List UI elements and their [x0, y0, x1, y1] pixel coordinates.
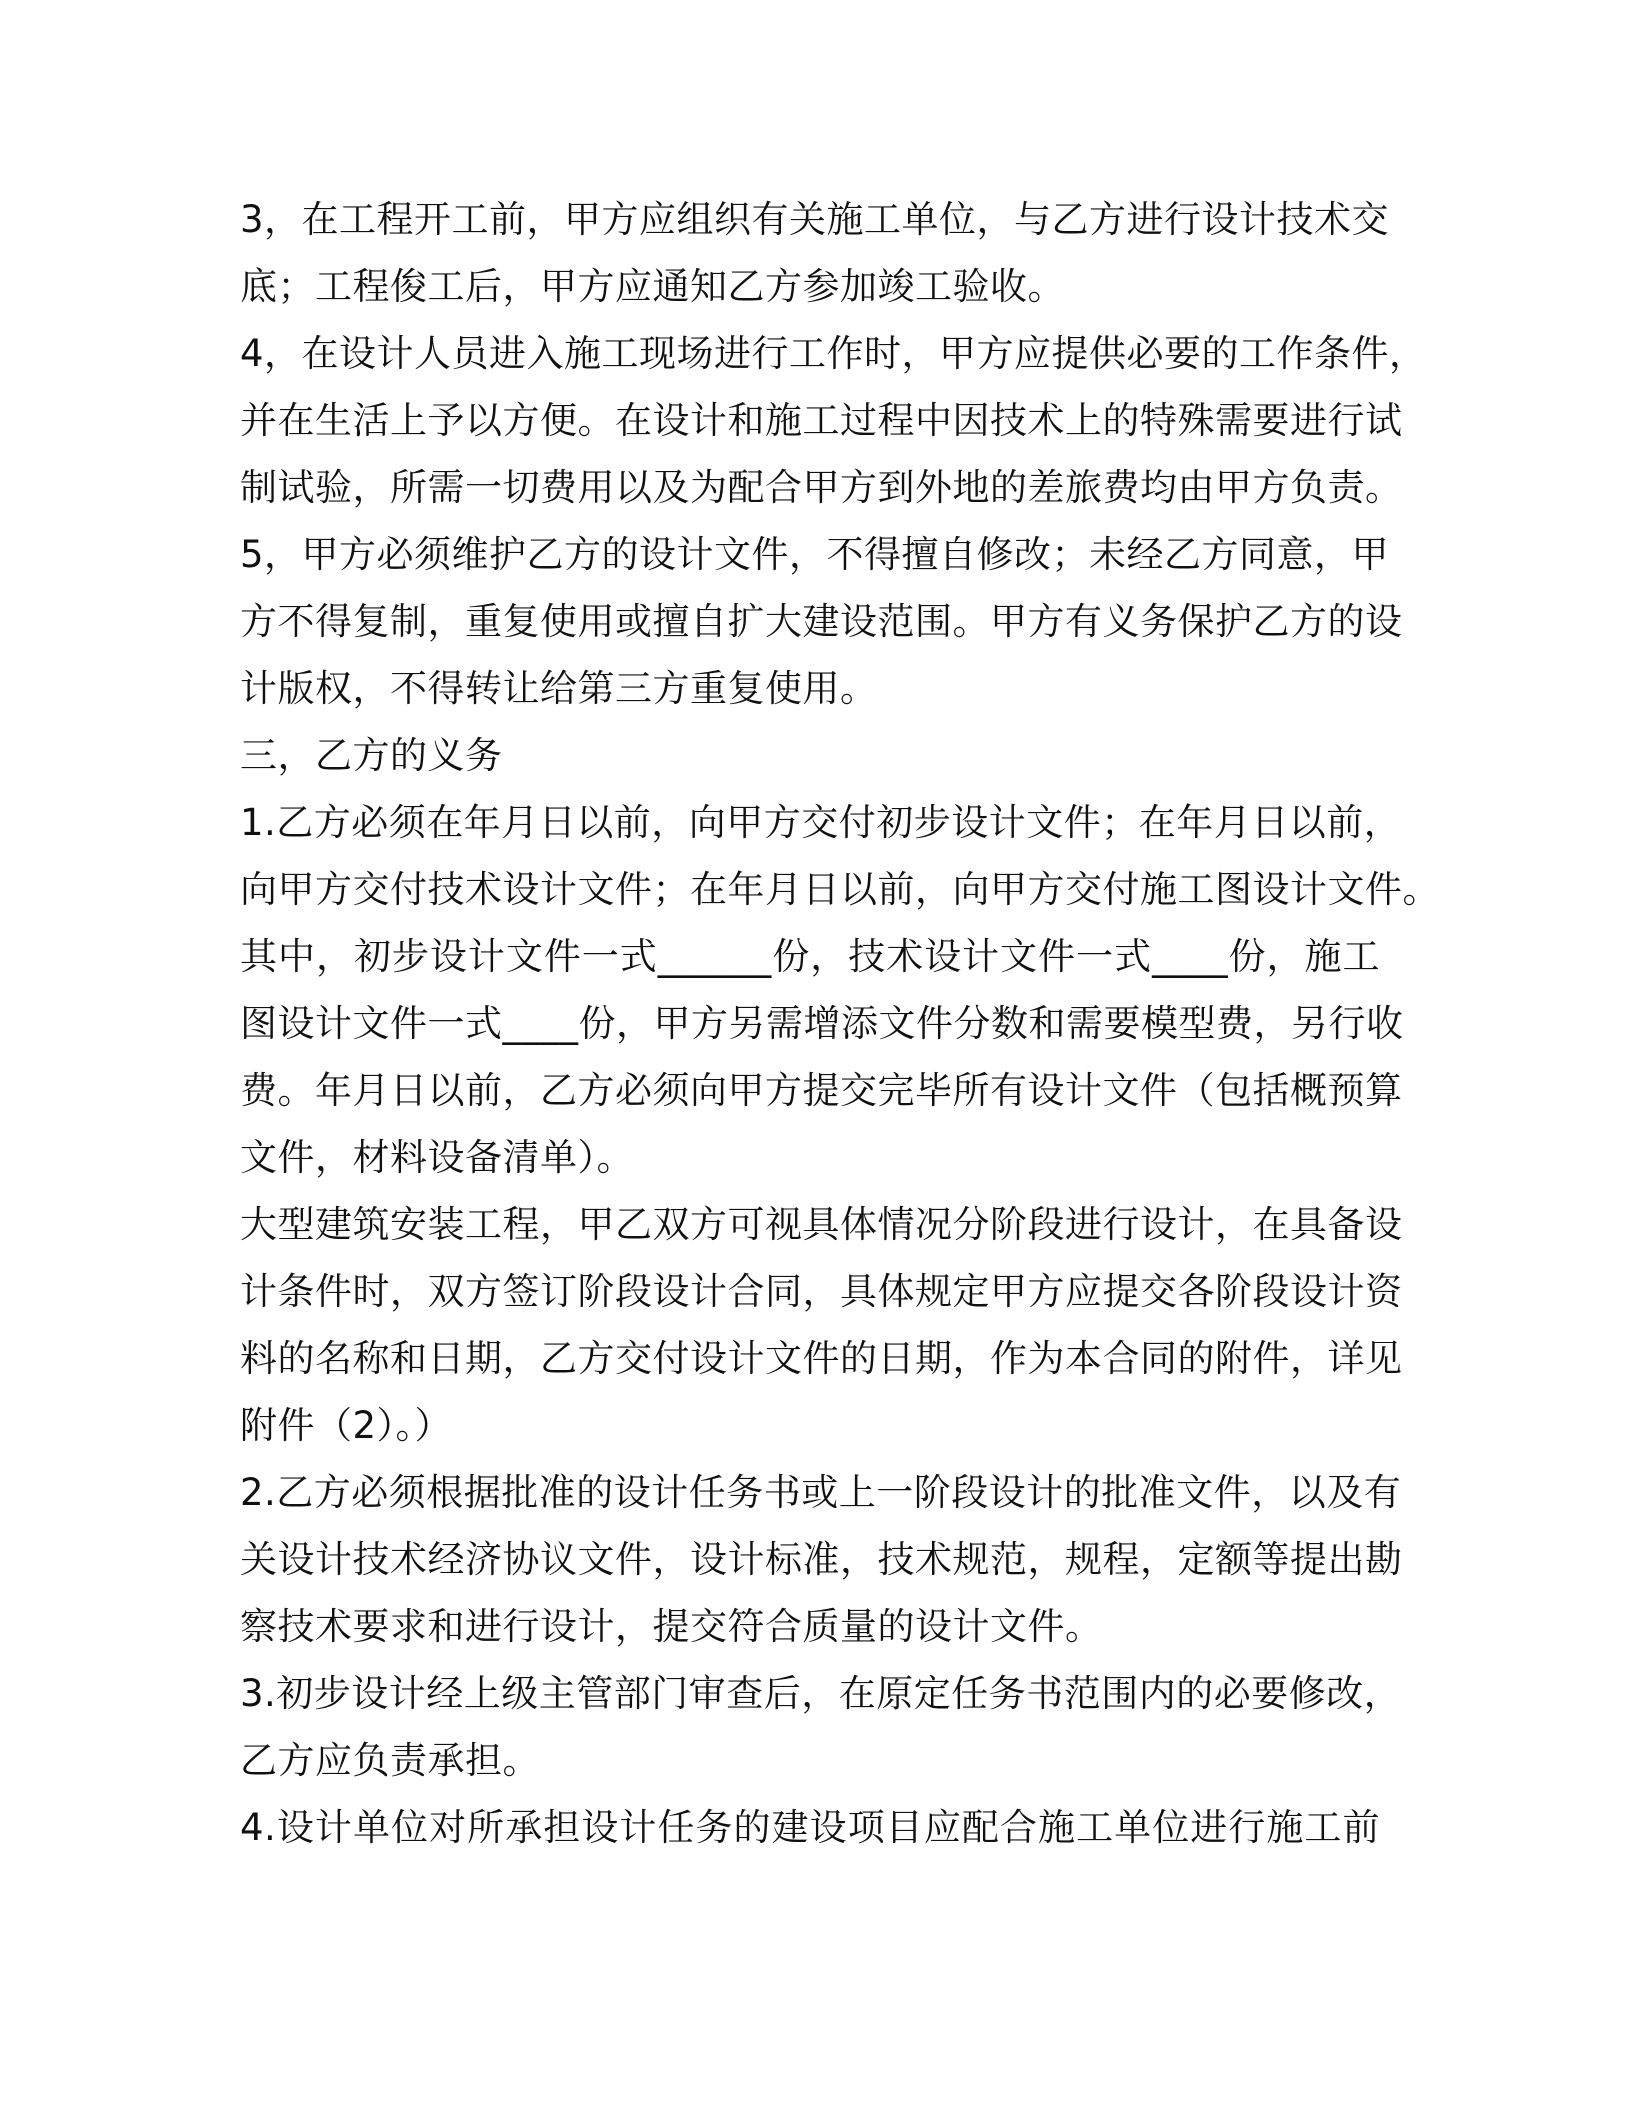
text-line-21: 关设计技术经济协议文件，设计标准，技术规范，规程，定额等提出勘: [240, 1538, 1403, 1581]
text-line-12: 其中，初步设计文件一式______份，技术设计文件一式____份，施工: [240, 935, 1380, 978]
text-line-1: 3，在工程开工前，甲方应组织有关施工单位，与乙方进行设计技术交: [240, 198, 1390, 241]
text-line-3: 4，在设计人员进入施工现场进行工作时，甲方应提供必要的工作条件，: [240, 332, 1427, 375]
text-line-22: 察技术要求和进行设计，提交符合质量的设计文件。: [240, 1605, 1103, 1648]
text-line-11: 向甲方交付技术设计文件；在年月日以前，向甲方交付施工图设计文件。: [240, 868, 1440, 911]
text-line-13: 图设计文件一式____份，甲方另需增添文件分数和需要模型费，另行收: [240, 1002, 1404, 1045]
text-line-17: 计条件时，双方签订阶段设计合同，具体规定甲方应提交各阶段设计资: [240, 1270, 1403, 1313]
text-line-15: 文件，材料设备清单）。: [240, 1136, 634, 1179]
text-line-10: 1.乙方必须在年月日以前，向甲方交付初步设计文件；在年月日以前，: [240, 801, 1402, 844]
text-line-2: 底；工程俊工后，甲方应通知乙方参加竣工验收。: [240, 265, 1065, 308]
section-heading: 三，乙方的义务: [240, 734, 503, 777]
text-line-24: 乙方应负责承担。: [240, 1739, 540, 1782]
text-line-5: 制试验，所需一切费用以及为配合甲方到外地的差旅费均由甲方负责。: [240, 466, 1403, 509]
text-line-6: 5，甲方必须维护乙方的设计文件，不得擅自修改；未经乙方同意，甲: [240, 533, 1390, 576]
text-line-4: 并在生活上予以方便。在设计和施工过程中因技术上的特殊需要进行试: [240, 399, 1403, 442]
text-line-16: 大型建筑安装工程，甲乙双方可视具体情况分阶段进行设计，在具备设: [240, 1203, 1403, 1246]
text-line-25: 4.设计单位对所承担设计任务的建设项目应配合施工单位进行施工前: [240, 1806, 1380, 1849]
text-line-18: 料的名称和日期，乙方交付设计文件的日期，作为本合同的附件，详见: [240, 1337, 1403, 1380]
text-line-23: 3.初步设计经上级主管部门审查后，在原定任务书范围内的必要修改，: [240, 1672, 1402, 1715]
text-line-8: 计版权，不得转让给第三方重复使用。: [240, 667, 878, 710]
text-line-20: 2.乙方必须根据批准的设计任务书或上一阶段设计的批准文件，以及有: [240, 1471, 1402, 1514]
document-page: [240, 186, 1440, 1861]
text-line-14: 费。年月日以前，乙方必须向甲方提交完毕所有设计文件（包括概预算: [240, 1069, 1403, 1112]
text-line-7: 方不得复制，重复使用或擅自扩大建设范围。甲方有义务保护乙方的设: [240, 600, 1403, 643]
text-line-19: 附件（2）。）: [240, 1404, 453, 1447]
